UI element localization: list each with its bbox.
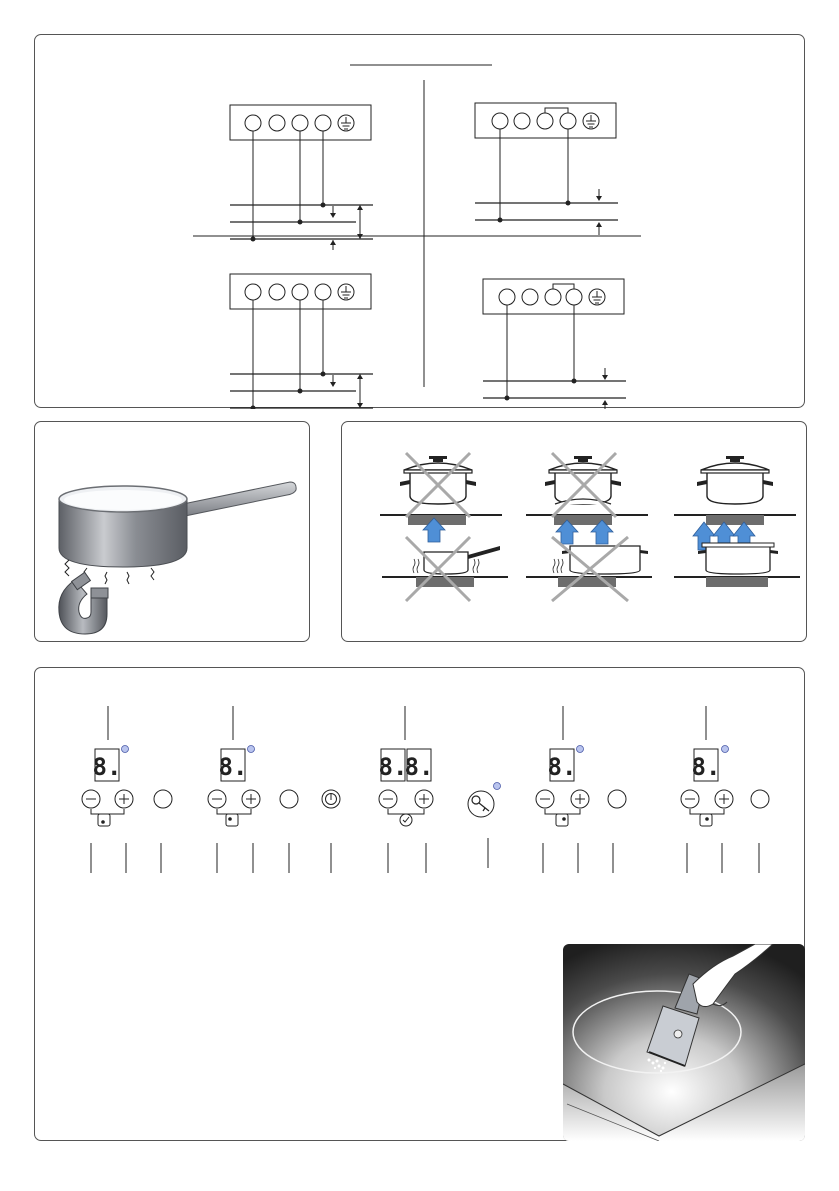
zone-display-digit: 8. (92, 753, 122, 781)
zone-indicator-led (122, 746, 129, 753)
lock-indicator-led (494, 783, 501, 790)
magnet-panel (34, 421, 310, 642)
ground-icon (338, 284, 354, 300)
zone-select-button[interactable] (280, 790, 298, 808)
ground-icon (338, 115, 354, 131)
ground-icon (583, 113, 599, 129)
zone-control-2 (208, 706, 340, 873)
zone-select-button[interactable] (608, 790, 626, 808)
zone-display-digit: 8. (691, 753, 721, 781)
zone-display-digit: 8. (218, 753, 248, 781)
wrong-pan-small (380, 453, 508, 601)
timer-display-digit: 8. (378, 753, 408, 781)
controls-panel (34, 667, 805, 1141)
wiring-diagram-a (230, 105, 373, 250)
zone-control-3 (536, 706, 626, 873)
zone-select-button[interactable] (751, 790, 769, 808)
zone-indicator-led (248, 746, 255, 753)
wrong-pan-warped (526, 453, 652, 601)
wiring-panel (34, 34, 805, 408)
cookware-placement-illustration (342, 422, 808, 643)
zone-indicator-led (577, 746, 584, 753)
magnet-icon (59, 572, 108, 634)
timer-control (379, 706, 434, 873)
wiring-diagrams (35, 35, 806, 409)
wiring-diagram-d (483, 279, 626, 409)
zone-control-4 (681, 706, 769, 873)
zone-indicator-led (722, 746, 729, 753)
zone-control-1 (82, 706, 172, 873)
cleaning-illustration (563, 944, 805, 1141)
wiring-diagram-c (230, 274, 373, 409)
zone-display-digit: 8. (547, 753, 577, 781)
timer-icon (400, 814, 412, 826)
correct-pan (674, 456, 800, 587)
timer-display-digit: 8. (404, 753, 434, 781)
key-lock-control[interactable] (468, 783, 501, 869)
cookware-panel (341, 421, 807, 642)
ground-icon (589, 289, 605, 305)
zone-select-button[interactable] (154, 790, 172, 808)
wiring-diagram-b (475, 103, 618, 235)
saucepan-icon (59, 482, 296, 567)
magnet-test-illustration (35, 422, 311, 643)
